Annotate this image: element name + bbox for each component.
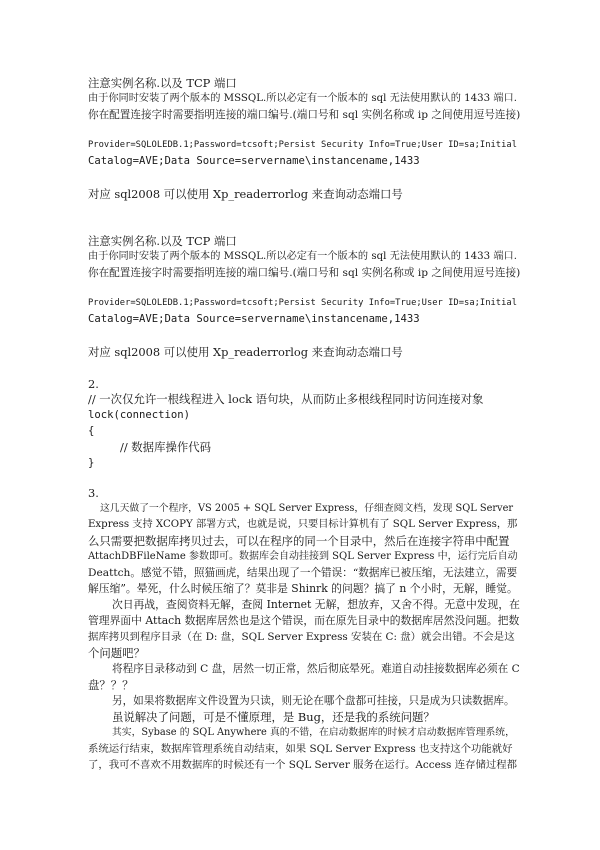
paragraph-line: 系统运行结束，数据库管理系统自动结束，如果 SQL Server Express 也支持这个功能就好 <box>88 743 513 755</box>
paragraph-line: 这几天做了一个程序，VS 2005 + SQL Server Express，仔细查阅文档，发现 SQL Server <box>100 503 514 514</box>
section1-line1: 由于你同时安装了两个版本的 MSSQL.所以必定有一个版本的 sql 无法使用默认的 1433 端口. <box>88 93 517 104</box>
section2-conn-string-2: Catalog=AVE;Data Source=servername\instancename,1433 <box>88 313 420 325</box>
section2-note: 对应 sql2008 可以使用 Xp_readerrorlog 来查询动态端口号 <box>88 345 403 359</box>
section2-conn-string-1: Provider=SQLOLEDB.1;Password=tcsoft;Persist Security Info=True;User ID=sa;Initial <box>88 298 517 308</box>
section2-heading: 注意实例名称.以及 TCP 端口 <box>88 234 237 248</box>
paragraph-line: Express 支持 XCOPY 部署方式，也就是说，只要目标计算机有了 SQL Server Express，那 <box>88 519 518 530</box>
code-comment: // 一次仅允许一根线程进入 lock 语句块，从而防止多根线程同时访问连接对象 <box>88 392 484 406</box>
paragraph-line: AttachDBFileName 参数即可。数据库会自动挂接到 SQL Server Express 中，运行完后自动 <box>88 551 518 562</box>
paragraph-line: 盘？？？ <box>88 678 134 692</box>
paragraph-line: 另，如果将数据库文件设置为只读，则无论在哪个盘都可挂接，只是成为只读数据库。 <box>112 695 515 707</box>
section2-line2: 你在配置连接字时需要指明连接的端口编号.(端口号和 sql 实例名称或 ip 之间使用逗号连接) <box>88 267 521 279</box>
paragraph-line: Deattch。感觉不错，照猫画虎，结果出现了一个错误：“数据库已被压缩，无法建立，需要 <box>88 567 518 579</box>
section1-conn-string-1: Provider=SQLOLEDB.1;Password=tcsoft;Persist Security Info=True;User ID=sa;Initial <box>88 140 517 150</box>
section1-conn-string-2: Catalog=AVE;Data Source=servername\instancename,1433 <box>88 155 420 167</box>
paragraph-line: 个问题吧？ <box>88 646 145 660</box>
section1-heading: 注意实例名称.以及 TCP 端口 <box>88 76 237 90</box>
paragraph-line: 解压缩”。晕死，什么时候压缩了？莫非是 Shinrk 的问题？搞了 n 个小时，无解，睡觉。 <box>88 582 518 595</box>
section3-number: 2. <box>88 377 99 391</box>
paragraph-line: 虽说解决了问题，可是不懂原理，是 Bug，还是我的系统问题？ <box>112 710 435 724</box>
paragraph-line: 将程序目录移动到 C 盘，居然一切正常，然后彻底晕死。难道自动挂接数据库必须在 C <box>112 663 520 675</box>
section4-number: 3. <box>88 486 99 500</box>
code-open-brace: { <box>88 425 95 437</box>
paragraph-line: 了，我可不喜欢不用数据库的时候还有一个 SQL Server 服务在运行。Access 连存储过程都 <box>88 759 518 771</box>
code-body-comment: // 数据库操作代码 <box>120 440 212 454</box>
code-close-brace: } <box>88 457 95 469</box>
paragraph-line: 管理界面中 Attach 数据库居然也是这个错误，而在原先目录中的数据库居然没问题。把数 <box>88 614 520 627</box>
paragraph-line: 据库拷贝到程序目录（在 D: 盘，SQL Server Express 安装在 C: 盘）就会出错。不会是这 <box>88 631 515 643</box>
paragraph-line: 次日再战，查阅资料无解，查阅 Internet 无解，想放弃，又舍不得。无意中发现，在 <box>112 598 520 611</box>
paragraph-line: 么只需要把数据库拷贝过去，可以在程序的同一个目录中，然后在连接字符串中配置 <box>88 534 510 548</box>
section1-line2: 你在配置连接字时需要指明连接的端口编号.(端口号和 sql 实例名称或 ip 之间使用逗号连接) <box>88 109 521 121</box>
paragraph-line: 其实，Sybase 的 SQL Anywhere 真的不错，在启动数据库的时候才启动数据库管理系统， <box>112 727 515 738</box>
section1-note: 对应 sql2008 可以使用 Xp_readerrorlog 来查询动态端口号 <box>88 187 403 201</box>
section2-line1: 由于你同时安装了两个版本的 MSSQL.所以必定有一个版本的 sql 无法使用默认的 1433 端口. <box>88 251 517 262</box>
code-lock-statement: lock(connection) <box>88 409 191 421</box>
